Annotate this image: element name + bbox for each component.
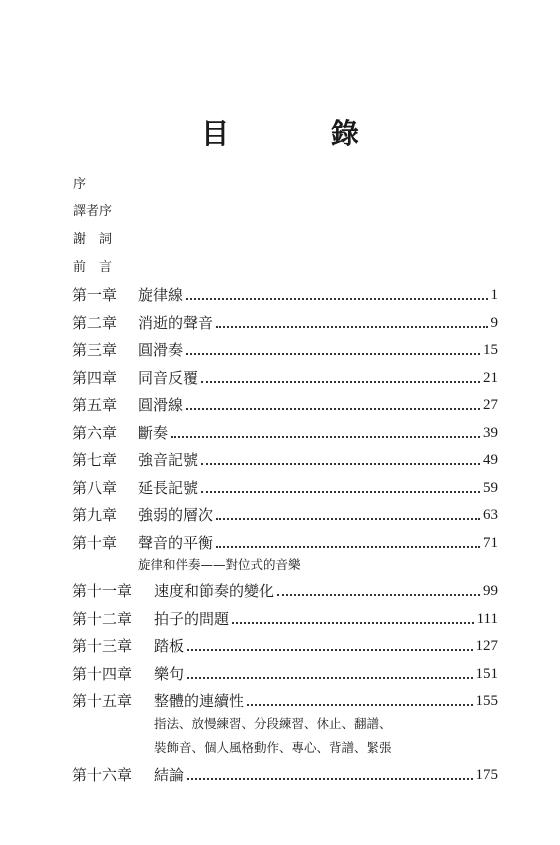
toc-row[interactable] xyxy=(72,310,498,332)
dot-leader xyxy=(171,436,480,438)
page-number: 151 xyxy=(475,666,498,682)
toc-row[interactable] xyxy=(72,578,498,600)
chapter-title: 斷奏 xyxy=(138,424,169,442)
chapter-subtopics: 旋律和伴奏——對位式的音樂 xyxy=(138,557,301,572)
dot-leader xyxy=(247,704,472,706)
chapter-title: 結論 xyxy=(154,766,185,784)
chapter-number: 第八章 xyxy=(72,479,118,497)
toc-row[interactable] xyxy=(72,392,498,414)
dot-leader xyxy=(232,622,474,624)
chapter-number: 第二章 xyxy=(72,314,118,332)
page-number: 99 xyxy=(483,583,498,599)
page-title: 目 錄 xyxy=(201,117,405,150)
chapter-number: 第三章 xyxy=(72,341,118,359)
dot-leader xyxy=(216,326,487,328)
chapter-number: 第四章 xyxy=(72,369,118,387)
page-number: 155 xyxy=(475,693,498,709)
toc-row[interactable] xyxy=(72,633,498,655)
toc-row[interactable] xyxy=(72,502,498,524)
chapter-number: 第七章 xyxy=(72,451,118,469)
chapter-number: 第十六章 xyxy=(72,766,133,784)
page-number: 59 xyxy=(483,480,498,496)
chapter-title: 聲音的平衡 xyxy=(138,534,214,552)
toc-row[interactable] xyxy=(72,420,498,442)
chapter-title: 圓滑線 xyxy=(138,396,184,414)
chapter-number: 第五章 xyxy=(72,396,118,414)
chapter-title: 拍子的問題 xyxy=(154,610,230,628)
page-number: 63 xyxy=(483,507,498,523)
dot-leader xyxy=(187,677,472,679)
toc-row[interactable] xyxy=(72,337,498,359)
page-number: 71 xyxy=(483,535,498,551)
chapter-title: 踏板 xyxy=(154,637,185,655)
chapter-number: 第十一章 xyxy=(72,582,133,600)
toc-row[interactable] xyxy=(72,447,498,469)
chapter-title: 圓滑奏 xyxy=(138,341,184,359)
chapter-number: 第十二章 xyxy=(72,610,133,628)
page-number: 175 xyxy=(475,767,498,783)
toc-front-preface[interactable]: 序 xyxy=(73,177,87,192)
page-number: 27 xyxy=(483,397,498,413)
dot-leader xyxy=(186,408,480,410)
chapter-number: 第十五章 xyxy=(72,692,133,710)
chapter-number: 第六章 xyxy=(72,424,118,442)
dot-leader xyxy=(186,298,487,300)
chapter-subtopics: 裝飾音、個人風格動作、專心、背譜、緊張 xyxy=(154,740,392,755)
page-number: 39 xyxy=(483,425,498,441)
chapter-number: 第十三章 xyxy=(72,637,133,655)
chapter-subtopics: 指法、放慢練習、分段練習、休止、翻譜、 xyxy=(154,716,392,731)
dot-leader xyxy=(216,518,480,520)
page-number: 15 xyxy=(483,342,498,358)
chapter-number: 第九章 xyxy=(72,506,118,524)
dot-leader xyxy=(201,491,480,493)
dot-leader xyxy=(216,546,480,548)
toc-row[interactable] xyxy=(72,530,498,552)
chapter-title: 速度和節奏的變化 xyxy=(154,582,275,600)
toc-front-translator-preface[interactable]: 譯者序 xyxy=(73,204,113,219)
dot-leader xyxy=(277,594,480,596)
toc-row[interactable] xyxy=(72,688,498,710)
dot-leader xyxy=(186,353,480,355)
page-number: 49 xyxy=(483,452,498,468)
dot-leader xyxy=(201,463,480,465)
toc-row[interactable] xyxy=(72,762,498,784)
chapter-title: 消逝的聲音 xyxy=(138,314,214,332)
chapter-title: 延長記號 xyxy=(138,479,199,497)
toc-row[interactable] xyxy=(72,661,498,683)
dot-leader xyxy=(187,649,472,651)
chapter-number: 第十章 xyxy=(72,534,118,552)
toc-front-acknowledgements[interactable]: 謝 詞 xyxy=(73,232,113,247)
toc-row[interactable] xyxy=(72,606,498,628)
dot-leader xyxy=(201,381,480,383)
toc-row[interactable] xyxy=(72,365,498,387)
chapter-title: 同音反覆 xyxy=(138,369,199,387)
chapter-title: 整體的連續性 xyxy=(154,692,245,710)
page-number: 9 xyxy=(490,315,498,331)
toc-row[interactable] xyxy=(72,475,498,497)
page-number: 21 xyxy=(483,370,498,386)
chapter-number: 第十四章 xyxy=(72,665,133,683)
chapter-number: 第一章 xyxy=(72,286,118,304)
page-number: 1 xyxy=(490,287,498,303)
dot-leader xyxy=(187,778,472,780)
page-number: 111 xyxy=(476,611,498,627)
toc-front-foreword[interactable]: 前 言 xyxy=(73,260,113,275)
toc-row[interactable] xyxy=(72,282,498,304)
page-number: 127 xyxy=(475,638,498,654)
chapter-title: 強音記號 xyxy=(138,451,199,469)
chapter-title: 強弱的層次 xyxy=(138,506,214,524)
chapter-title: 旋律線 xyxy=(138,286,184,304)
chapter-title: 樂句 xyxy=(154,665,185,683)
